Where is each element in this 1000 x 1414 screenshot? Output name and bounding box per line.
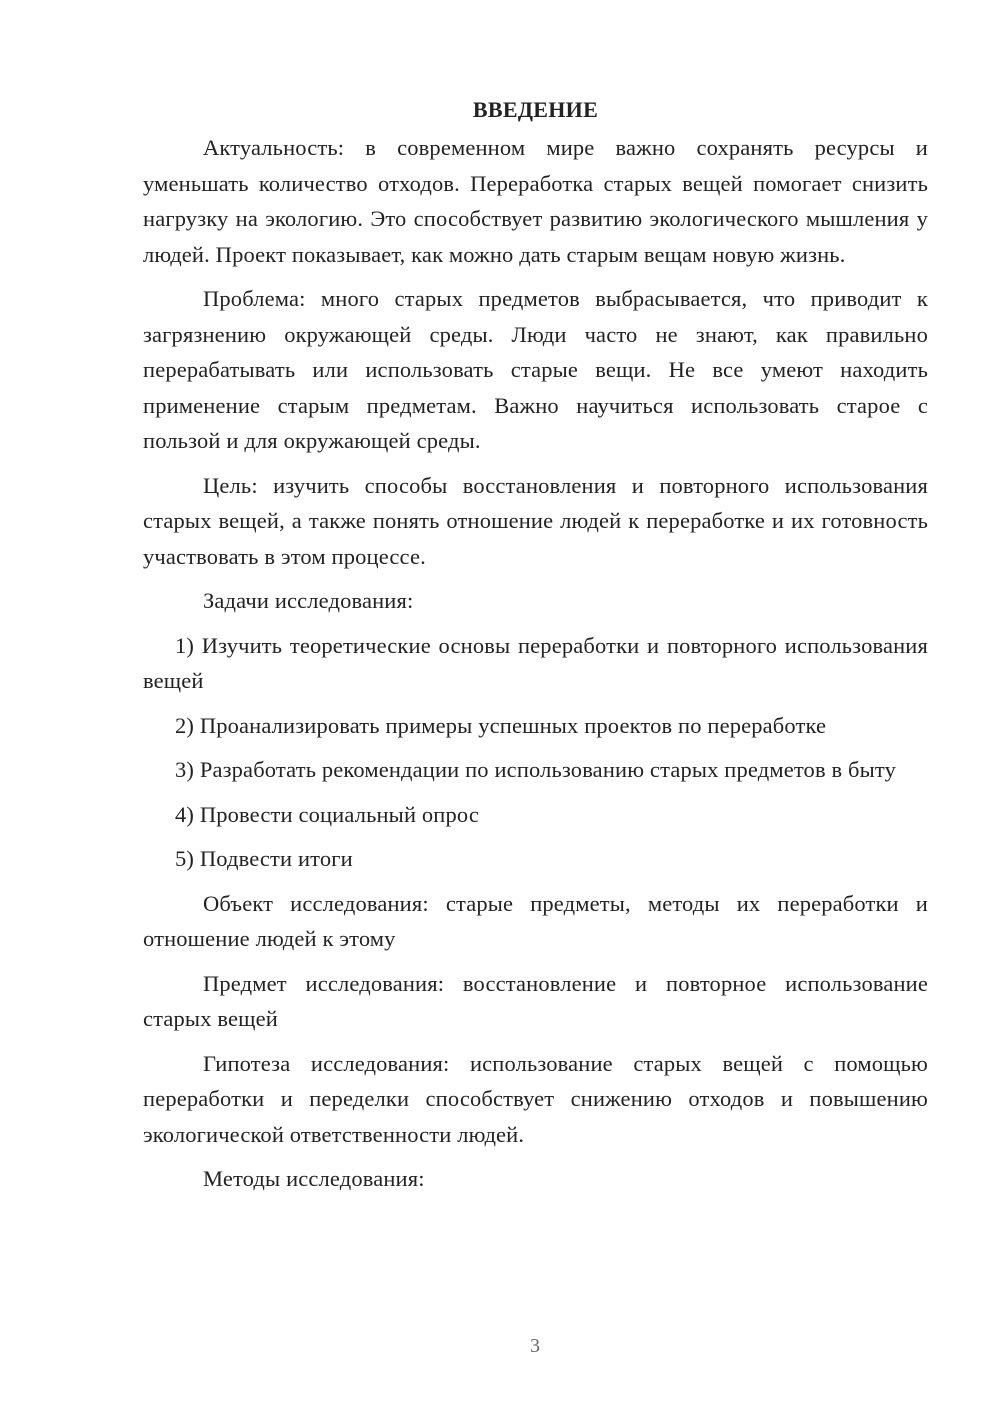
tasks-label: Задачи исследования: xyxy=(203,588,414,613)
task-item-4: 4) Провести социальный опрос xyxy=(175,801,479,827)
task-item-5: 5) Подвести итоги xyxy=(175,846,353,871)
paragraph-hypothesis: Гипотеза исследования: использование старых вещей с помощью переработки и переделки способствует снижению отходов и повышению экологической ответственности людей. xyxy=(143,1050,928,1147)
paragraph-problem: Проблема: много старых предметов выбрасывается, что приводит к загрязнению окружающей среды. Люди часто не знают, как правильно перерабатывать или использовать старые вещи. Не все умеют находить применение старым предметам. Важно научиться использовать старое с пользой и для окружающей среды. xyxy=(143,286,928,453)
task-item-1: 1) Изучить теоретические основы переработки и повторного использования вещей xyxy=(143,632,928,693)
paragraph-relevance: Актуальность: в современном мире важно сохранять ресурсы и уменьшать количество отходов. Переработка старых вещей помогает снизить нагрузку на экологию. Это способствует развитию экологического мышления у людей. Проект показывает, как можно дать старым вещам новую жизнь. xyxy=(143,135,928,267)
page-number: 3 xyxy=(530,1335,540,1357)
paragraph-subject: Предмет исследования: восстановление и повторное использование старых вещей xyxy=(143,970,928,1031)
task-item-3: 3) Разработать рекомендации по использованию старых предметов в быту xyxy=(175,757,896,782)
paragraph-goal: Цель: изучить способы восстановления и повторного использования старых вещей, а также понять отношение людей к переработке и их готовность участвовать в этом процессе. xyxy=(143,472,928,569)
document-page xyxy=(143,92,928,1206)
paragraph-object: Объект исследования: старые предметы, методы их переработки и отношение людей к этому xyxy=(143,890,928,951)
section-heading: ВВЕДЕНИЕ xyxy=(472,97,599,122)
task-item-2: 2) Проанализировать примеры успешных проектов по переработке xyxy=(175,712,827,738)
methods-label: Методы исследования: xyxy=(203,1166,425,1191)
